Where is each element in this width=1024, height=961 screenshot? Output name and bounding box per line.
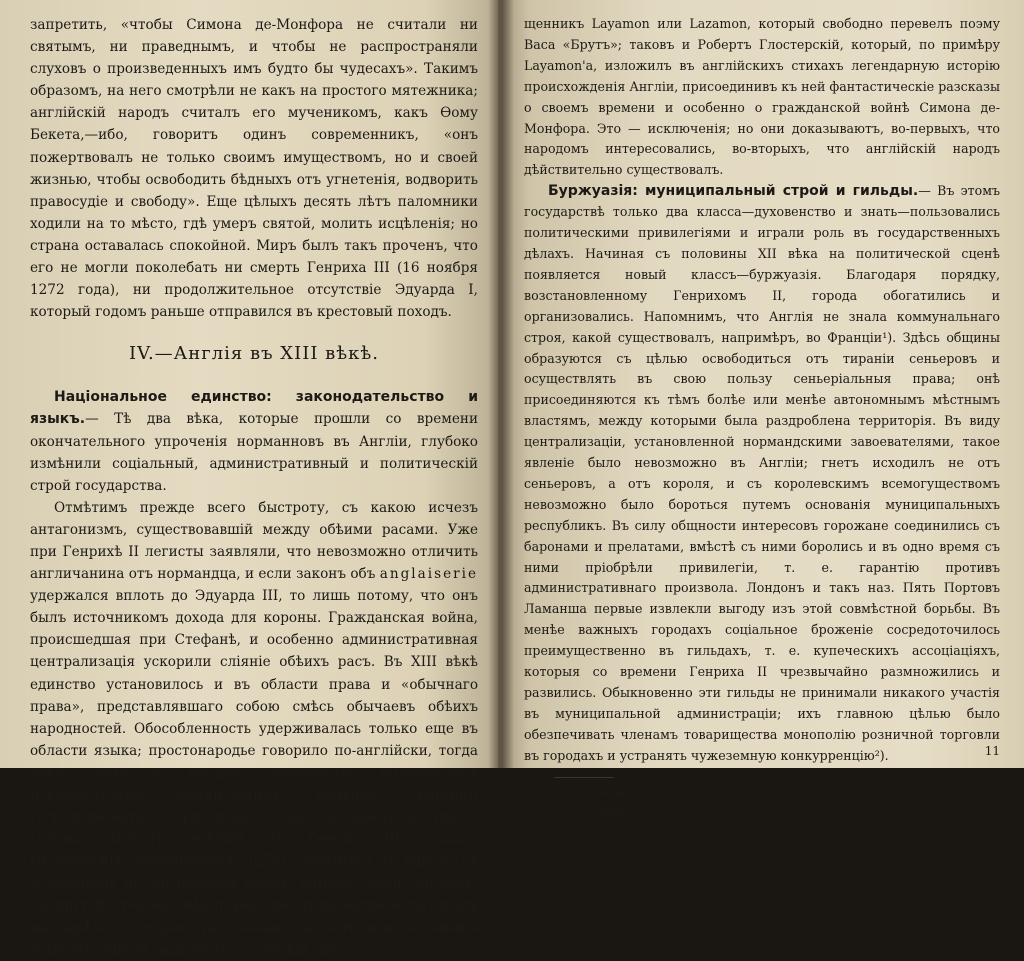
emphasis-anglaiserie: anglaiserie [379, 566, 479, 583]
left-section-text-2: Отмѣтимъ прежде всего быстроту, съ какою исчезъ антагонизмъ, существовавшій между обѣими расами. Уже при Генрихѣ II легисты заявляли, что невозможно отличить англичанина отъ нормандца, и если законъ объ [30, 499, 478, 583]
right-page [498, 0, 1024, 816]
section-heading: IV.—Англія въ XIII вѣкѣ. [128, 343, 379, 365]
left-section-paragraph-1 [30, 386, 478, 496]
right-paragraph-1: щенникъ Layamon или Lazamon, который свободно перевелъ поэму Васа «Брутъ»; таковъ и Робертъ Глостерскій, который, по примѣру Layamon'а, изложилъ въ англійскихъ стихахъ легендарную исторію происхожденія Англіи, присоединивъ къ ней фантастическіе разсказы о своемъ времени и особенно о гражданской войнѣ Симона де-Монфора. Это — исключенія; но они доказываютъ, во-первыхъ, что народомъ интересовались, во-вторыхъ, что англійскій народъ дѣйствительно существовалъ. [524, 16, 1000, 178]
footnote-1: ¹) См. выше, гл. VIII. [558, 784, 683, 799]
left-section-lead: Національное единство: законодательство и языкъ. [30, 389, 478, 428]
right-section-text-1: — Въ этомъ государствѣ только два класса—духовенство и знать—пользовались политическими привилегіями и играли роль въ государственныхъ дѣлахъ. Начиная съ половины XII вѣка на политической сценѣ появляется новый классъ—буржуазія. Благодаря порядку, возстановленному Генрихомъ II, города обогатились и организовались. Напомнимъ, что Англія не знала коммунальнаго строя, какой существовалъ, напримѣръ, во Франціи¹). Здѣсь общины образуются съ цѣлью освободиться отъ тираніи сеньеровъ и осуществлять въ свою пользу сеньеріальныя права; онѣ присоединяются къ тѣмъ болѣе или менѣе автономнымъ мѣстнымъ властямъ, между которыми была раздроблена территорія. Въ виду централизаціи, установленной нормандскими завоевателями, такое явленіе было невозможно въ Англіи; гнетъ исходилъ не отъ сеньеровъ, а отъ короля, и съ королевскимъ всемогуществомъ невозможно было бороться путемъ основанія муниципальныхъ республикъ. Въ силу общности интересовъ горожане соединились съ баронами и прелатами, вмѣстѣ съ ними боролись и въ одно время съ ними пріобрѣли привилегіи, т. е. гарантію противъ административнаго произвола. Лондонъ и такъ наз. Пять Портовъ Ламанша первые извлекли выгоду изъ этой совмѣстной борьбы. Въ менѣе важныхъ городахъ соціальное броженіе сосредоточилось преимущественно въ гильдахъ, т. е. купеческихъ ассоціаціяхъ, которыя со времени Генриха II чрезвычайно размножились и развились. Обыкновенно эти гильды не принимали никакого участія въ муниципальной администраціи; ихъ главною цѣлью было обезпечивать членамъ товарищества монополію розничной торговли въ городахъ и устранять чужеземную конкурренцію²). [524, 183, 1001, 763]
right-section-lead: Буржуазія: муниципальный строй и гильды. [548, 183, 919, 200]
page-number: 11 [984, 744, 1000, 758]
footnote-rule [554, 777, 614, 778]
right-section-paragraph-1 [524, 181, 1000, 766]
left-section-text-3: удержался вплоть до Эдуарда III, то лишь потому, что онъ былъ источникомъ дохода для короны. Гражданская война, происшедшая при Стефанѣ, и особенно административная централизація ускорили сліяніе обѣихъ расъ. Въ XIII вѣкѣ единство установилось и въ области права и «обычнаго права», представлявшаго собою смѣсь обычаевъ обѣихъ народностей. Обособленность удерживалась только еще въ области языка; простонародье говорило по-англійски, тогда какъ знать и высшее духовенство пользовались исключительно французскимъ языкомъ, который господствовалъ и при дворѣ, и въ королевскихъ судахъ. Однако слѣдуетъ замѣтить, что Генрихъ III, издавая Оксфордскія постановленія (1258), обратился къ народу съ воззваніемъ на англійскомъ языкѣ, которое дошло до насъ. Съ другой стороны, нѣкоторые писатели начинаютъ писать на нарѣчіи, которое уже можно назвать національнымъ языкомъ; таковъ, напримѣръ, уэльскій свя- [30, 588, 478, 958]
left-page [0, 0, 498, 958]
left-section-paragraph-2 [30, 497, 478, 961]
left-paragraph-1: запретить, «чтобы Симона де-Монфора не считали ни святымъ, ни праведнымъ, и чтобы не распространяли слуховъ о произведенныхъ имъ будто бы чудесахъ». Такимъ образомъ, на него смотрѣли не какъ на простого мятежника; англійскій народъ считалъ его мученикомъ, какъ Ѳому Бекета,—ибо, говоритъ одинъ современникъ, «онъ пожертвовалъ не только своимъ имуществомъ, но и своей жизнью, чтобы освободить бѣдныхъ отъ угнетенія, водворить правосудіе и свободу». Еще цѣлыхъ десять лѣтъ паломники ходили на то мѣсто, гдѣ умеръ святой, молить исцѣленія; но страна оставалась спокойной. Миръ былъ такъ проченъ, что его не могли поколебать ни смерть Генриха III (16 ноября 1272 года), ни продолжительное отсутствіе Эдуарда I, который годомъ раньше отправился въ крестовый походъ. [30, 17, 478, 321]
footnote-2: ²) См. выше, гл. IX. [558, 801, 674, 816]
left-section-text-1: — Тѣ два вѣка, которые прошли со времени окончательного упроченія норманновъ въ Англіи, глубоко измѣнили соціальный, административный и политическій строй государства. [30, 411, 478, 494]
